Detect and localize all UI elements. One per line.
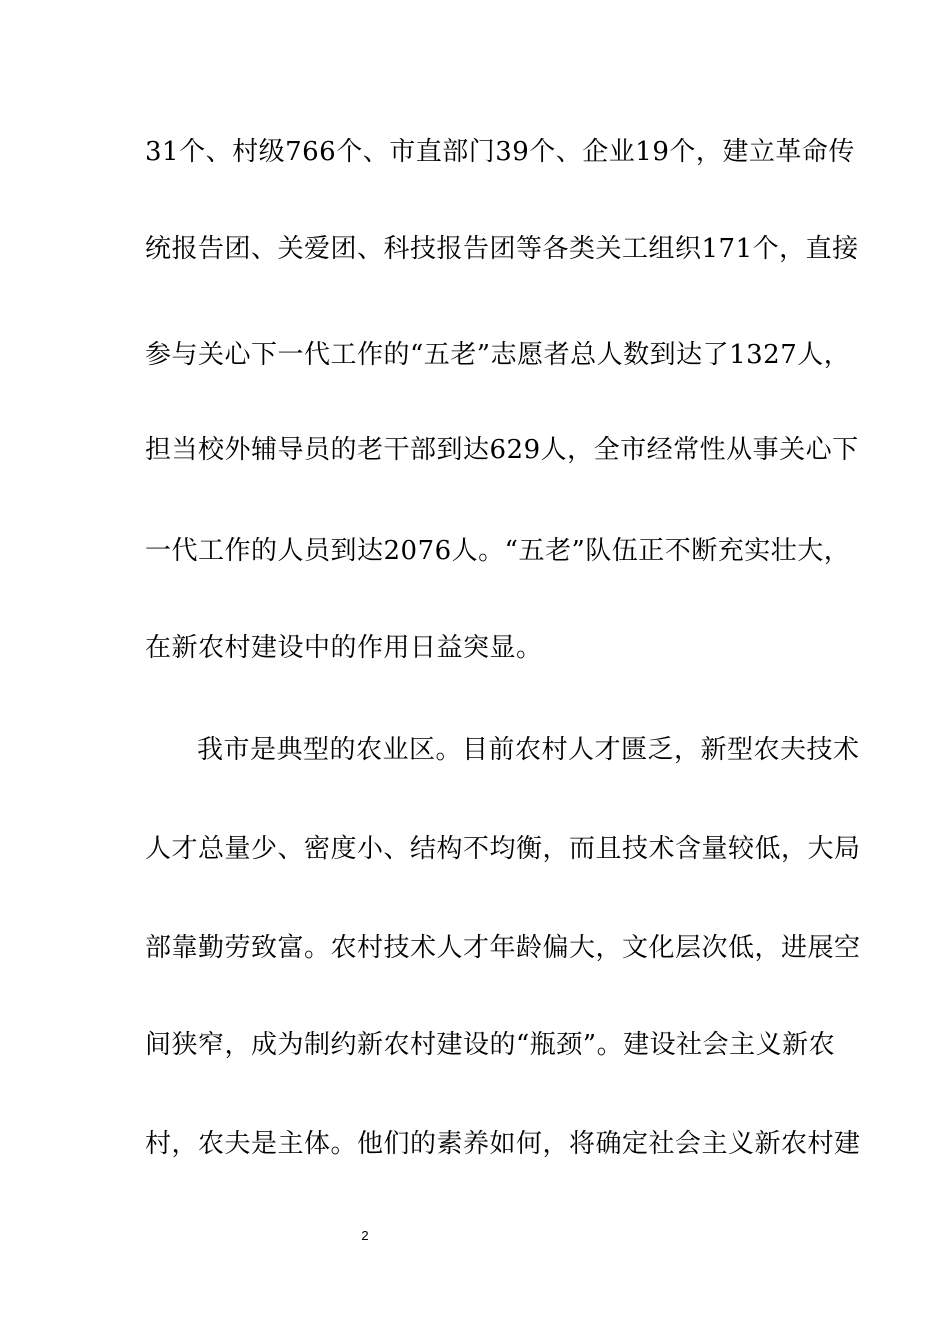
text-line: 一代工作的人员到达2076人。“五老”队伍正不断充实壮大， bbox=[145, 536, 851, 566]
text-line: 参与关心下一代工作的“五老”志愿者总人数到达了1327人， bbox=[145, 340, 851, 370]
text-line: 担当校外辅导员的老干部到达629人，全市经常性从事关心下 bbox=[145, 435, 859, 465]
text-line: 村，农夫是主体。他们的素养如何，将确定社会主义新农村建 bbox=[145, 1129, 861, 1159]
text-line: 部靠勤劳致富。农村技术人才年龄偏大，文化层次低，进展空 bbox=[145, 933, 861, 963]
page-number: 2 bbox=[361, 1228, 369, 1243]
text-line: 人才总量少、密度小、结构不均衡，而且技术含量较低，大局 bbox=[145, 834, 861, 864]
text-line: 31个、村级766个、市直部门39个、企业19个，建立革命传 bbox=[145, 137, 855, 167]
text-line: 统报告团、关爱团、科技报告团等各类关工组织171个，直接 bbox=[145, 234, 859, 264]
text-line: 间狭窄，成为制约新农村建设的“瓶颈”。建设社会主义新农 bbox=[145, 1030, 836, 1060]
text-line: 在新农村建设中的作用日益突显。 bbox=[145, 633, 543, 663]
paragraph-first-line: 我市是典型的农业区。目前农村人才匮乏，新型农夫技术 bbox=[197, 735, 860, 765]
